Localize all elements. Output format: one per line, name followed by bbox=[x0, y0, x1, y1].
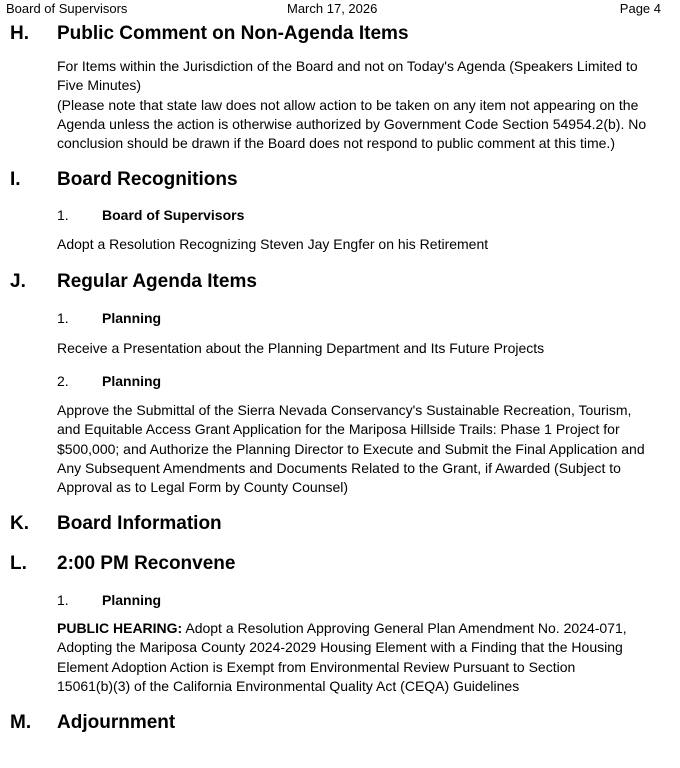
item-description bbox=[57, 619, 673, 696]
item-line: and Equitable Access Grant Application for the Mariposa Hillside Trails: Phase 1 Project for bbox=[57, 421, 620, 438]
item-line: $500,000; and Authorize the Planning Director to Execute and Submit the Final Application and bbox=[57, 440, 645, 457]
item-number: 1. bbox=[57, 310, 69, 326]
item-description bbox=[57, 339, 673, 358]
section-j-letter: J. bbox=[10, 271, 26, 292]
section-k-letter: K. bbox=[10, 513, 29, 534]
section-l-title: 2:00 PM Reconvene bbox=[57, 553, 236, 574]
header-page-number: Page 4 bbox=[619, 1, 661, 16]
item-line: Element Adoption Action is Exempt from Environmental Review Pursuant to Section bbox=[57, 658, 576, 675]
section-l-letter: L. bbox=[10, 553, 27, 574]
item-line: Receive a Presentation about the Planning Department and Its Future Projects bbox=[57, 340, 545, 356]
item-line: Approval as to Legal Form by County Counsel) bbox=[57, 479, 349, 496]
item-department: Planning bbox=[102, 310, 162, 326]
section-h-title: Public Comment on Non-Agenda Items bbox=[57, 23, 409, 44]
item-department: Board of Supervisors bbox=[102, 207, 245, 223]
item-description bbox=[57, 235, 673, 254]
section-h-line: For Items within the Jurisdiction of the Board and not on Today's Agenda (Speakers Limited to bbox=[57, 58, 638, 74]
header-date: March 17, 2026 bbox=[287, 1, 378, 16]
item-description bbox=[57, 401, 673, 497]
section-m-title: Adjournment bbox=[57, 712, 176, 733]
item-line: Adopting the Mariposa County 2024-2029 Housing Element with a Finding that the Housing bbox=[57, 639, 623, 656]
item-department: Planning bbox=[102, 592, 162, 608]
public-hearing-label: PUBLIC HEARING: bbox=[57, 620, 183, 636]
item-line bbox=[57, 619, 673, 638]
section-j-title: Regular Agenda Items bbox=[57, 271, 257, 292]
item-line: Approve the Submittal of the Sierra Nevada Conservancy's Sustainable Recreation, Tourism, bbox=[57, 402, 632, 418]
section-h-line: conclusion should be drawn if the Board does not respond to public comment at this time.) bbox=[57, 135, 615, 152]
item-line: Adopt a Resolution Recognizing Steven Jay Engfer on his Retirement bbox=[57, 236, 489, 252]
item-department: Planning bbox=[102, 373, 162, 389]
item-line: Any Subsequent Amendments and Documents Related to the Grant, if Awarded (Subject to bbox=[57, 459, 621, 476]
section-i-letter: I. bbox=[10, 169, 21, 190]
section-h-line: (Please note that state law does not allow action to be taken on any item not appearing on the bbox=[57, 96, 639, 113]
item-line: 15061(b)(3) of the California Environmental Quality Act (CEQA) Guidelines bbox=[57, 677, 520, 694]
item-number: 1. bbox=[57, 207, 69, 223]
section-h-line: Agenda unless the action is otherwise authorized by Government Code Section 54954.2(b). No bbox=[57, 115, 647, 132]
section-i-title: Board Recognitions bbox=[57, 169, 238, 190]
item-number: 1. bbox=[57, 592, 69, 608]
section-h-line: Five Minutes) bbox=[57, 77, 142, 94]
section-h-description bbox=[57, 57, 673, 153]
section-m-letter: M. bbox=[10, 712, 32, 733]
header-board-name: Board of Supervisors bbox=[6, 1, 128, 16]
section-h-letter: H. bbox=[10, 23, 29, 44]
item-number: 2. bbox=[57, 373, 69, 389]
item-line-text: Adopt a Resolution Approving General Plan Amendment No. 2024-071, bbox=[182, 620, 627, 636]
section-k-title: Board Information bbox=[57, 513, 222, 534]
